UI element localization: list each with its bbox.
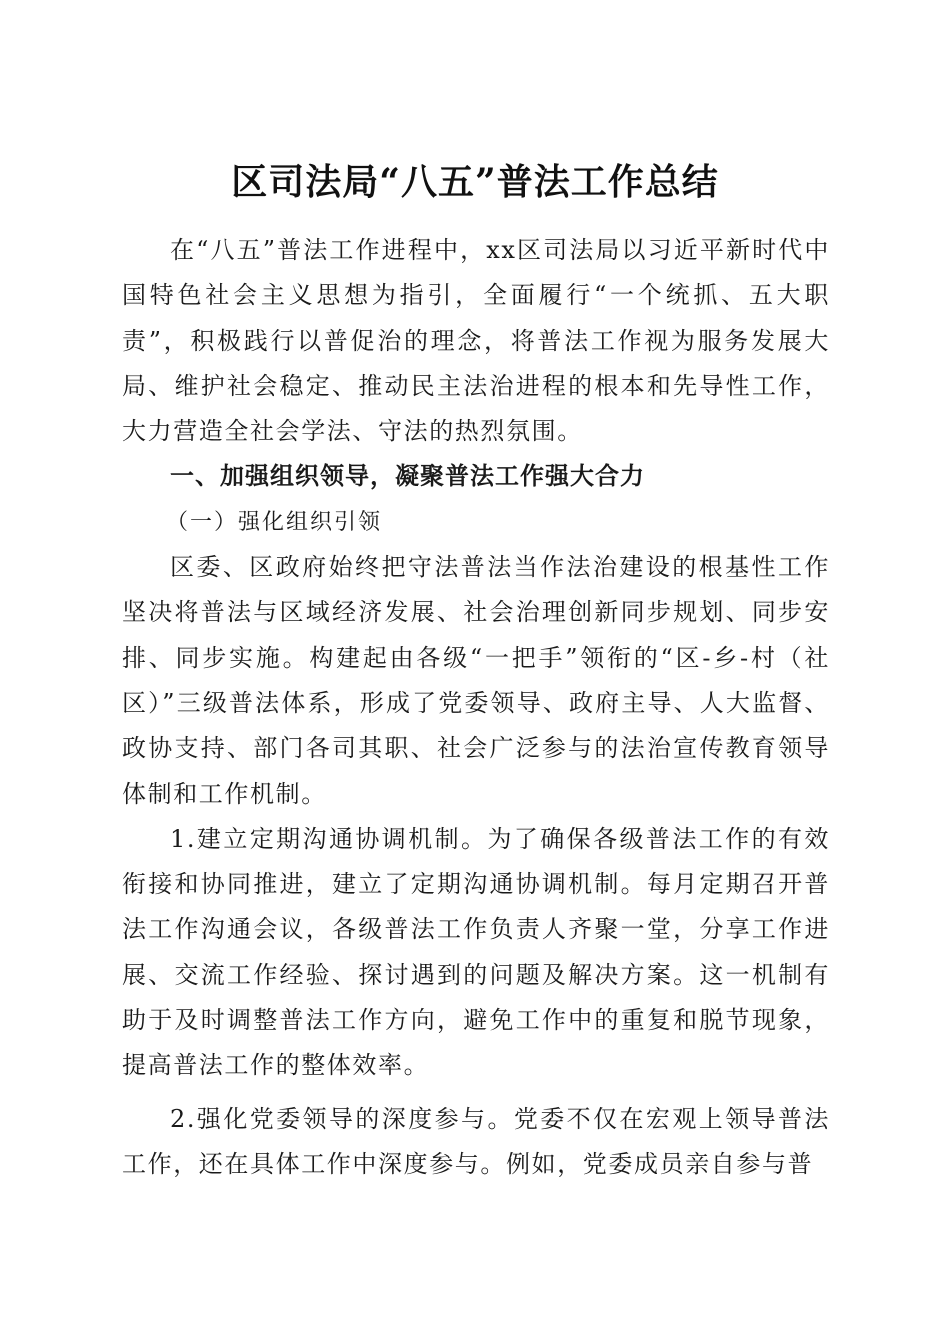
section-heading: 一、加强组织领导，凝聚普法工作强大合力 bbox=[170, 462, 645, 491]
document-body bbox=[122, 228, 830, 1187]
document-title: 区司法局“八五”普法工作总结 bbox=[231, 161, 719, 204]
list-item: 2.强化党委领导的深度参与。党委不仅在宏观上领导普法工作，还在具体工作中深度参与。例如，党委成员亲自参与普 bbox=[122, 1104, 830, 1178]
subsection-paragraph: 区委、区政府始终把守法普法当作法治建设的根基性工作坚决将普法与区域经济发展、社会治理创新同步规划、同步安排、同步实施。构建起由各级“一把手”领衔的“区-乡-村（社区）”三级普法体系，形成了党委领导、政府主导、人大监督、政协支持、部门各司其职、社会广泛参与的法治宣传教育领导体制和工作机制。 bbox=[122, 553, 830, 808]
intro-paragraph: 在“八五”普法工作进程中，xx区司法局以习近平新时代中国特色社会主义思想为指引，全面履行“一个统抓、五大职责”，积极践行以普促治的理念，将普法工作视为服务发展大局、维护社会稳定、推动民主法治进程的根本和先导性工作，大力营造全社会学法、守法的热烈氛围。 bbox=[122, 236, 830, 446]
list-item: 1.建立定期沟通协调机制。为了确保各级普法工作的有效衔接和协同推进，建立了定期沟通协调机制。每月定期召开普法工作沟通会议，各级普法工作负责人齐聚一堂，分享工作进展、交流工作经验、探讨遇到的问题及解决方案。这一机制有助于及时调整普法工作方向，避免工作中的重复和脱节现象，提高普法工作的整体效率。 bbox=[122, 824, 830, 1080]
subsection-heading: （一）强化组织引领 bbox=[166, 509, 383, 535]
